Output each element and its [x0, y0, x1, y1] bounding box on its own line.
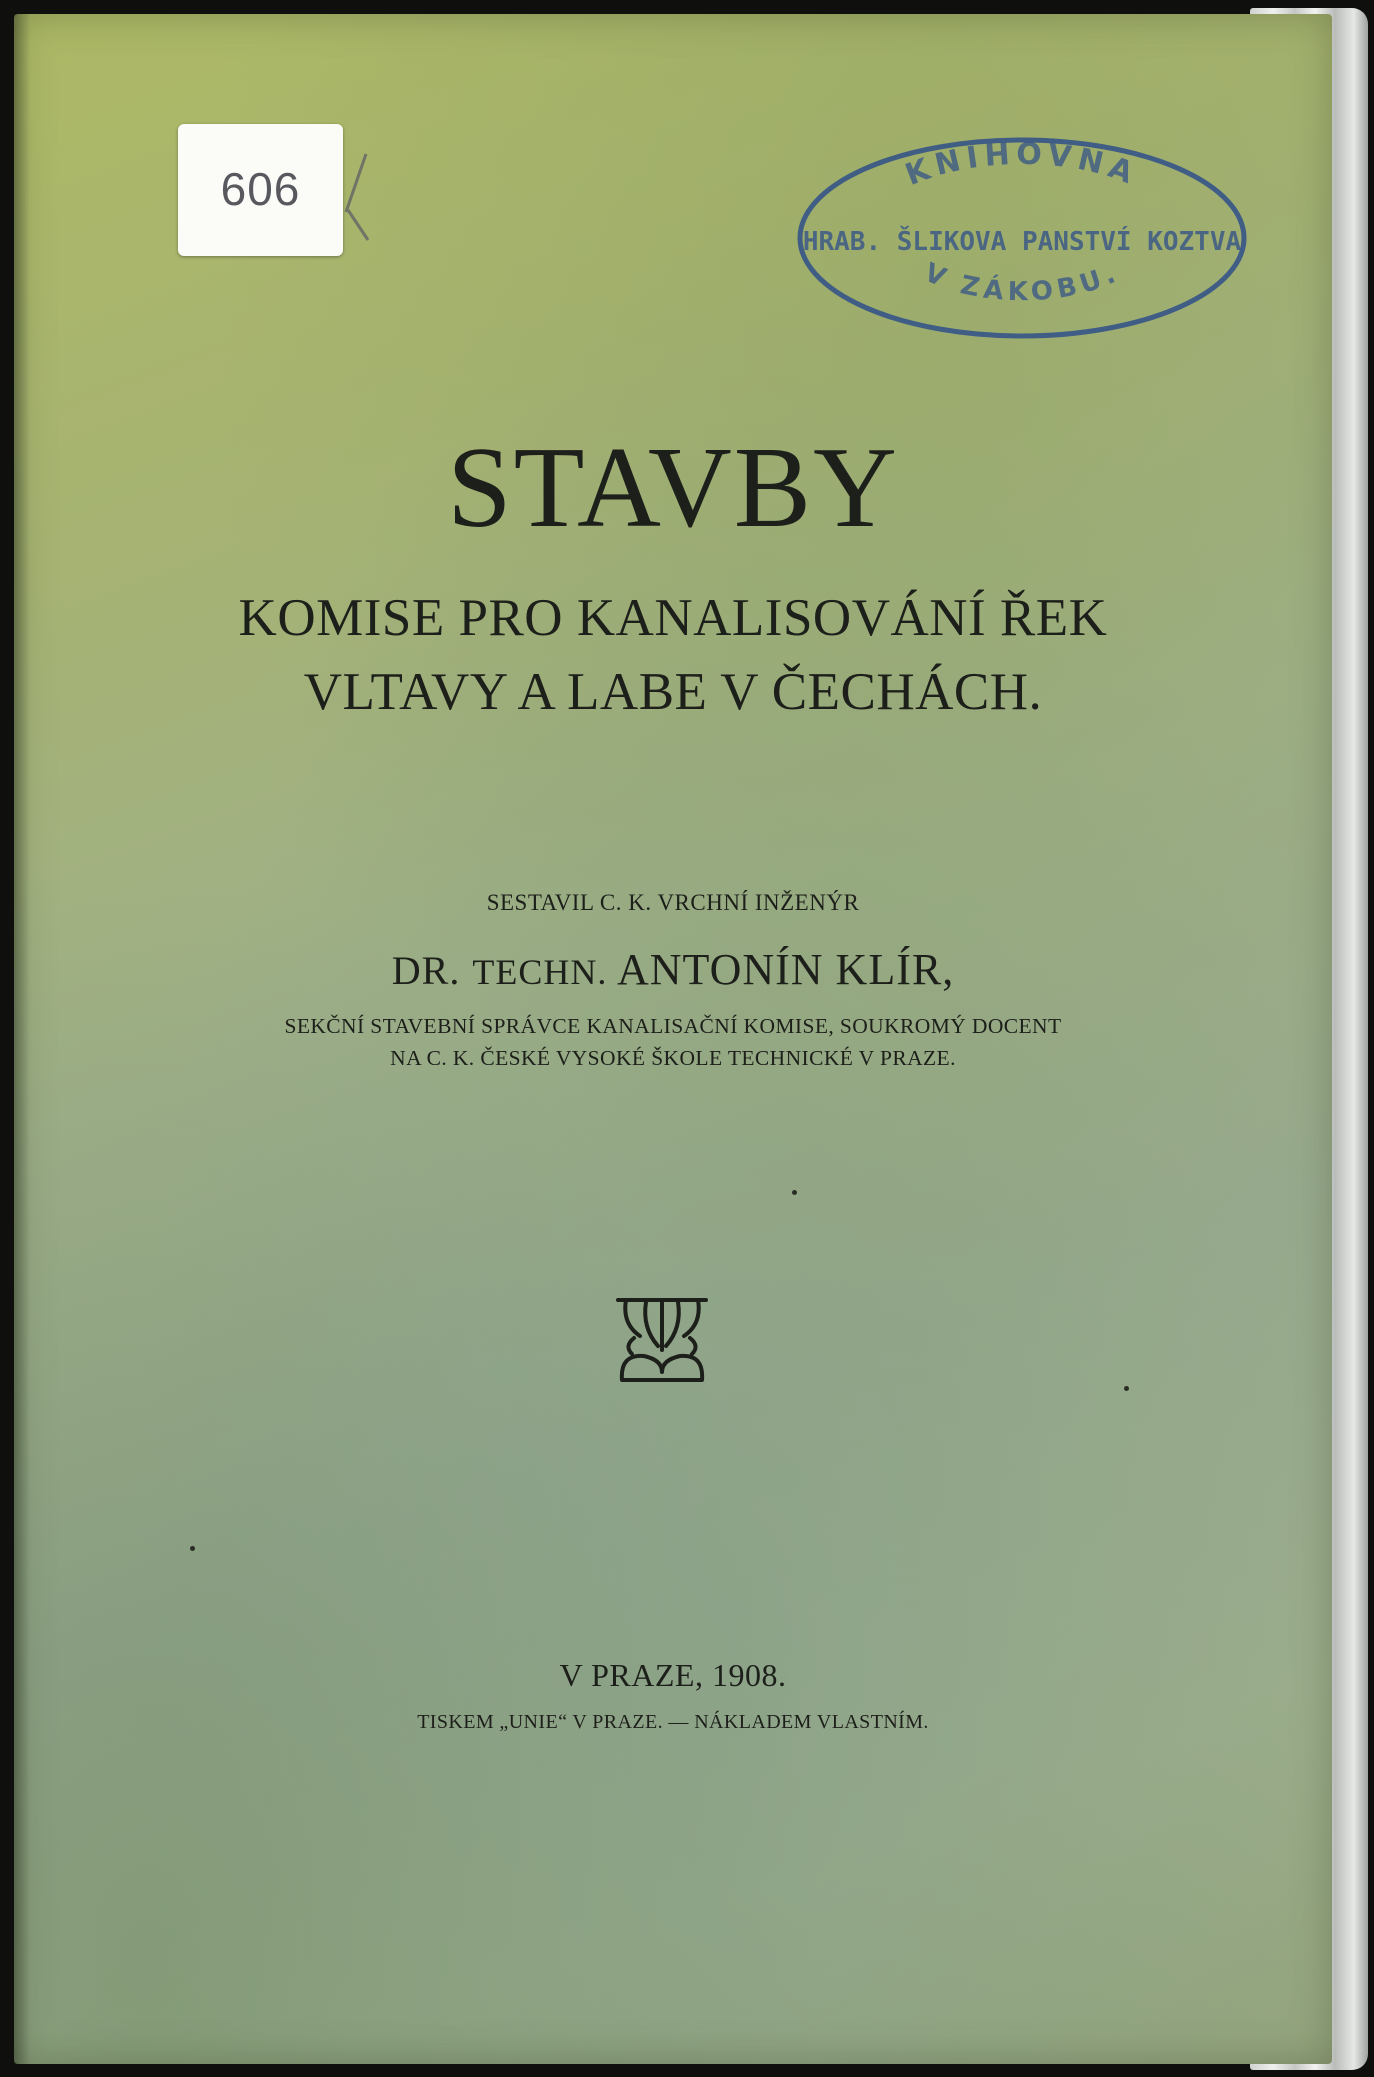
- author-title-line2: NA C. K. ČESKÉ VYSOKÉ ŠKOLE TECHNICKÉ V PRAZE.: [390, 1046, 956, 1070]
- author-techn: TECHN.: [472, 952, 608, 992]
- speck: [1124, 1386, 1129, 1391]
- cover-title: STAVBY: [447, 424, 899, 552]
- library-stamp: [792, 132, 1252, 344]
- printer-line: TISKEM „UNIE“ V PRAZE. — NÁKLADEM VLASTNÍM.: [417, 1711, 929, 1733]
- pencil-mark-icon: [336, 152, 376, 242]
- speck: [792, 1190, 797, 1195]
- speck: [190, 1546, 195, 1551]
- svg-text:V ZÁKOBU.: [920, 258, 1125, 308]
- author-title-line1: SEKČNÍ STAVEBNÍ SPRÁVCE KANALISAČNÍ KOMISE, SOUKROMÝ DOCENT: [284, 1014, 1062, 1038]
- stamp-line1: KNIHOVNA: [900, 136, 1144, 194]
- shelf-number: 606: [220, 163, 301, 215]
- author-prefix: DR.: [391, 948, 461, 993]
- cover-subtitle-line1: KOMISE PRO KANALISOVÁNÍ ŘEK: [238, 589, 1108, 647]
- compiled-by: SESTAVIL C. K. VRCHNÍ INŽENÝR: [486, 890, 860, 915]
- stamp-line3: V ZÁKOBU.: [919, 257, 1125, 308]
- spine-shadow: [14, 14, 30, 2064]
- author-line: [14, 944, 1332, 995]
- cover-subtitle-line2: VLTAVY A LABE V ČECHÁCH.: [303, 663, 1043, 721]
- author-name: ANTONÍN KLÍR,: [616, 945, 955, 994]
- place-and-year: V PRAZE, 1908.: [559, 1657, 787, 1693]
- shelf-label: [178, 124, 343, 256]
- publisher-emblem-icon: [612, 1294, 712, 1386]
- book-cover: [14, 14, 1332, 2064]
- stamp-line2: HRAB. ŠLIKOVA PANSTVÍ KOZTVA: [802, 227, 1242, 257]
